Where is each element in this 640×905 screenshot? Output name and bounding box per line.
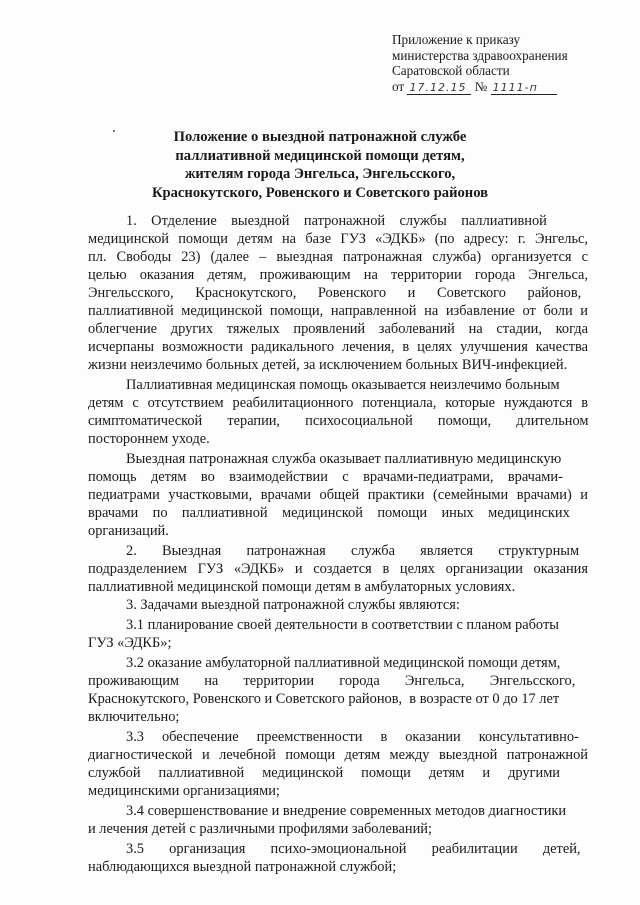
- text-line: паллиативной медицинской помощи, направленной на избавление от боли и: [88, 303, 588, 319]
- appendix-number-sign: №: [474, 78, 488, 94]
- document-title: [80, 128, 560, 202]
- text-line: организаций.: [88, 523, 169, 539]
- appendix-line-2: министерства здравоохранения: [392, 47, 568, 63]
- paragraph-3-1: [88, 616, 588, 652]
- text-line: врачами по паллиативной медицинской помощи иных медицинских: [88, 505, 570, 521]
- text-line: облегчение других тяжелых проявлений заболеваний на стадии, когда: [88, 321, 588, 337]
- appendix-line-3: Саратовской области: [392, 63, 510, 78]
- paragraph-3: [88, 450, 588, 540]
- text-line: 3.3 обеспечение преемственности в оказании консультативно-: [126, 729, 579, 745]
- text-line: 3.5 организация психо-эмоциональной реабилитации детей,: [126, 841, 581, 857]
- paragraph-3-4: [88, 802, 588, 838]
- text-line: проживающим на территории города Энгельса, Энгельсского,: [88, 673, 576, 689]
- text-line: 2. Выездная патронажная служба является структурным: [126, 543, 580, 559]
- paragraph-5: [88, 596, 588, 614]
- text-line: симптоматической терапии, психосоциальной помощи, длительном: [88, 413, 589, 429]
- text-line: 3.2 оказание амбулаторной паллиативной медицинской помощи детям,: [126, 655, 561, 671]
- text-line: включительно;: [88, 709, 180, 725]
- paragraph-3-3: [88, 728, 588, 800]
- title-line-3: жителям города Энгельса, Энгельсского,: [184, 166, 456, 182]
- paragraph-3-5: [88, 840, 588, 876]
- text-line: пл. Свободы 23) (далее – выездная патронажная служба) организуется с: [88, 249, 588, 265]
- appendix-line-1: Приложение к приказу: [392, 32, 521, 47]
- handwritten-order-number: 1111-п: [491, 82, 557, 95]
- text-line: подразделением ГУЗ «ЭДКБ» и создается в целях организации оказания: [88, 561, 588, 577]
- text-line: исчерпаны возможности радикального лечения, в целях улучшения качества: [88, 339, 588, 355]
- text-line: помощь детям во взаимодействии с врачами-педиатрами, врачами-: [88, 469, 563, 485]
- text-line: Энгельсского, Краснокутского, Ровенского и Советского районов,: [88, 285, 582, 301]
- appendix-block: [392, 32, 592, 95]
- paragraph-4: [88, 542, 588, 596]
- text-line: педиатрами участковыми, врачами общей практики (семейными врачами) и: [88, 487, 588, 503]
- text-line: паллиативной медицинской помощи детям в амбулаторных условиях.: [88, 579, 516, 595]
- text-line: жизни неизлечимо больных детей, за исключением больных ВИЧ-инфекцией.: [88, 357, 568, 373]
- text-line: 3.4 совершенствование и внедрение современных методов диагностики: [126, 803, 567, 819]
- document-body: [88, 212, 588, 876]
- text-line: службой паллиативной медицинской помощи детям и другими: [88, 765, 561, 781]
- text-line: Паллиативная медицинская помощь оказывается неизлечимо больным: [126, 377, 560, 393]
- text-line: медицинскими организациями;: [88, 783, 280, 799]
- text-line: медицинской помощи детям на базе ГУЗ «ЭДКБ» (по адресу: г. Энгельс,: [88, 231, 588, 247]
- paragraph-3-2: [88, 654, 588, 726]
- title-line-4: Краснокутского, Ровенского и Советского районов: [151, 184, 489, 201]
- paragraph-2: [88, 376, 588, 448]
- text-line: Выездная патронажная служба оказывает паллиативную медицинскую: [126, 451, 562, 467]
- text-line: Краснокутского, Ровенского и Советского районов, в возрасте от 0 до 17 лет: [88, 691, 560, 707]
- title-line-2: паллиативной медицинской помощи детям,: [175, 147, 465, 164]
- handwritten-date: 17.12.15: [407, 82, 471, 95]
- text-line: 1. Отделение выездной патронажной службы паллиативной: [126, 213, 547, 229]
- text-line: 3.1 планирование своей деятельности в соответствии с планом работы: [126, 617, 559, 633]
- paragraph-1: [88, 212, 588, 374]
- text-line: детям с отсутствием реабилитационного потенциала, которые нуждаются в: [88, 395, 588, 411]
- text-line: 3. Задачами выездной патронажной службы являются:: [126, 597, 460, 613]
- title-line-1: Положение о выездной патронажной службе: [173, 129, 467, 145]
- text-line: наблюдающихся выездной патронажной службой;: [88, 859, 397, 875]
- appendix-date-number-line: [392, 79, 592, 95]
- text-line: ГУЗ «ЭДКБ»;: [88, 635, 172, 651]
- text-line: постороннем уходе.: [88, 431, 210, 447]
- text-line: целью оказания детям, проживающим на территории города Энгельса,: [88, 267, 588, 283]
- appendix-ot-label: от: [392, 78, 405, 94]
- text-line: диагностической и лечебной помощи детям между выездной патронажной: [88, 747, 588, 763]
- text-line: и лечения детей с различными профилями заболеваний;: [88, 821, 432, 837]
